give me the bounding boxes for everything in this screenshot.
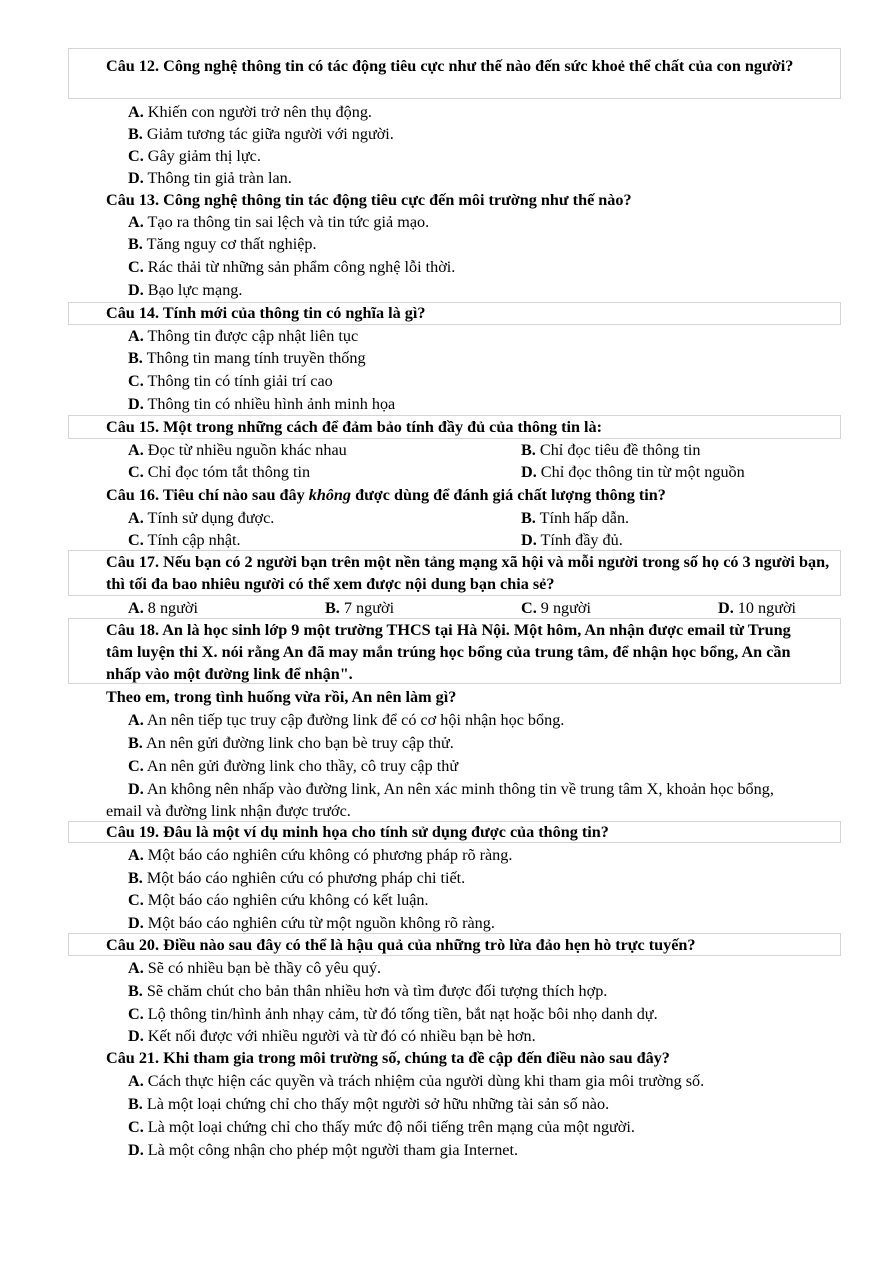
question-number: Câu 15. [106, 418, 160, 436]
option-a: A. Cách thực hiện các quyền và trách nhiệm của người dùng khi tham gia môi trường số. [128, 1072, 705, 1090]
question-17 [106, 551, 846, 595]
option-b: B. Chỉ đọc tiêu đề thông tin [521, 441, 701, 459]
question-number: Câu 16. [106, 486, 160, 504]
question-18-prompt: Theo em, trong tình huống vừa rồi, An nên làm gì? [106, 688, 457, 706]
question-19 [106, 821, 609, 843]
question-text: Công nghệ thông tin tác động tiêu cực đến môi trường như thế nào? [163, 191, 632, 209]
question-15 [106, 416, 602, 438]
option-d: D. Một báo cáo nghiên cứu từ một nguồn không rõ ràng. [128, 914, 495, 932]
option-d: D. Thông tin có nhiều hình ảnh minh họa [128, 395, 396, 413]
question-text: Điều nào sau đây có thể là hậu quả của những trò lừa đảo hẹn hò trực tuyến? [163, 936, 696, 954]
option-c: C. Là một loại chứng chỉ cho thấy mức độ nổi tiếng trên mạng của một người. [128, 1118, 635, 1136]
option-b: B. 7 người [325, 599, 395, 617]
question-20 [106, 934, 696, 956]
question-text: Tiêu chí nào sau đây [162, 486, 305, 504]
question-text: An là học sinh lớp 9 một trường THCS tại Hà Nội. Một hôm, An nhận được email từ Trung tâm luyện thi X. nói rằng An đã may mắn trúng học bổng của trung tâm, để nhận học bổng, An cần nhấp vào một đường link để nhận". [106, 621, 791, 683]
question-18 [106, 619, 816, 685]
option-c: C. Một báo cáo nghiên cứu không có kết luận. [128, 891, 429, 909]
option-b: B. Sẽ chăm chút cho bản thân nhiều hơn và tìm được đối tượng thích hợp. [128, 982, 608, 1000]
option-b: B. Tính hấp dẫn. [521, 509, 630, 527]
question-number: Câu 17. [106, 553, 160, 571]
option-b: B. An nên gửi đường link cho bạn bè truy cập thử. [128, 734, 454, 752]
option-b: B. Thông tin mang tính truyền thống [128, 349, 366, 367]
question-14 [106, 302, 425, 324]
question-text: Nếu bạn có 2 người bạn trên một nền tảng mạng xã hội và mỗi người trong số họ có 3 người bạn, thì tối đa bao nhiêu người có thể xem được nội dung bạn chia sẻ? [106, 553, 830, 593]
option-b: B. Tăng nguy cơ thất nghiệp. [128, 235, 317, 253]
question-number: Câu 13. [106, 191, 160, 209]
option-a: A. 8 người [128, 599, 198, 617]
option-a: A. An nên tiếp tục truy cập đường link để có cơ hội nhận học bổng. [128, 711, 565, 729]
option-c: C. Gây giảm thị lực. [128, 147, 261, 165]
option-d: D. Kết nối được với nhiều người và từ đó có nhiều bạn bè hơn. [128, 1027, 536, 1045]
option-a: A. Một báo cáo nghiên cứu không có phương pháp rõ ràng. [128, 846, 513, 864]
option-a: A. Tạo ra thông tin sai lệch và tin tức giả mạo. [128, 213, 430, 231]
option-c: C. Rác thải từ những sản phẩm công nghệ lỗi thời. [128, 258, 456, 276]
option-b: B. Giảm tương tác giữa người với người. [128, 125, 394, 143]
question-text: Công nghệ thông tin có tác động tiêu cực như thế nào đến sức khoẻ thể chất của con người? [163, 57, 794, 75]
question-number: Câu 18. [106, 621, 160, 639]
option-c: C. An nên gửi đường link cho thầy, cô truy cập thử [128, 757, 459, 775]
question-16 [106, 484, 666, 506]
option-d: D. Là một công nhận cho phép một người tham gia Internet. [128, 1141, 519, 1159]
question-number: Câu 21. [106, 1049, 160, 1067]
question-text: Tính mới của thông tin có nghĩa là gì? [162, 304, 426, 322]
option-a: A. Đọc từ nhiều nguồn khác nhau [128, 441, 347, 459]
option-a: A. Sẽ có nhiều bạn bè thầy cô yêu quý. [128, 959, 382, 977]
option-a: A. Khiến con người trở nên thụ động. [128, 103, 372, 121]
option-b: B. Một báo cáo nghiên cứu có phương pháp chi tiết. [128, 869, 466, 887]
question-number: Câu 20. [106, 936, 160, 954]
question-text: Đâu là một ví dụ minh họa cho tính sử dụng được của thông tin? [163, 823, 609, 841]
question-text: Khi tham gia trong môi trường số, chúng ta đề cập đến điều nào sau đây? [163, 1049, 670, 1067]
option-d: D. 10 người [718, 599, 797, 617]
question-text-end: được dùng để đánh giá chất lượng thông tin? [355, 486, 666, 504]
question-number: Câu 12. [106, 57, 160, 75]
option-d: D. Thông tin giả tràn lan. [128, 169, 292, 187]
question-number: Câu 14. [106, 304, 160, 322]
option-c: C. Chỉ đọc tóm tắt thông tin [128, 463, 311, 481]
question-number: Câu 19. [106, 823, 160, 841]
question-13 [106, 189, 632, 211]
option-d: D. An không nên nhấp vào đường link, An nên xác minh thông tin về trung tâm X, khoản học bổng, email và đường link nhận được trước. [106, 780, 774, 820]
option-c: C. Tính cập nhật. [128, 531, 241, 549]
option-d: D. Chỉ đọc thông tin từ một nguồn [521, 463, 745, 481]
option-d: D. Tính đầy đủ. [521, 531, 623, 549]
option-b: B. Là một loại chứng chỉ cho thấy một người sở hữu những tài sản số nào. [128, 1095, 610, 1113]
option-c: C. Thông tin có tính giải trí cao [128, 372, 333, 390]
option-a: A. Thông tin được cập nhật liên tục [128, 327, 359, 345]
question-text-emphasis: không [308, 486, 352, 504]
option-c: C. Lộ thông tin/hình ảnh nhạy cảm, từ đó tống tiền, bắt nạt hoặc bôi nhọ danh dự. [128, 1005, 658, 1023]
question-21 [106, 1047, 670, 1069]
option-a: A. Tính sử dụng được. [128, 509, 275, 527]
option-c: C. 9 người [521, 599, 591, 617]
question-12 [106, 55, 846, 77]
option-d: D. Bạo lực mạng. [128, 281, 243, 299]
question-text: Một trong những cách để đảm bảo tính đầy đủ của thông tin là: [163, 418, 603, 436]
